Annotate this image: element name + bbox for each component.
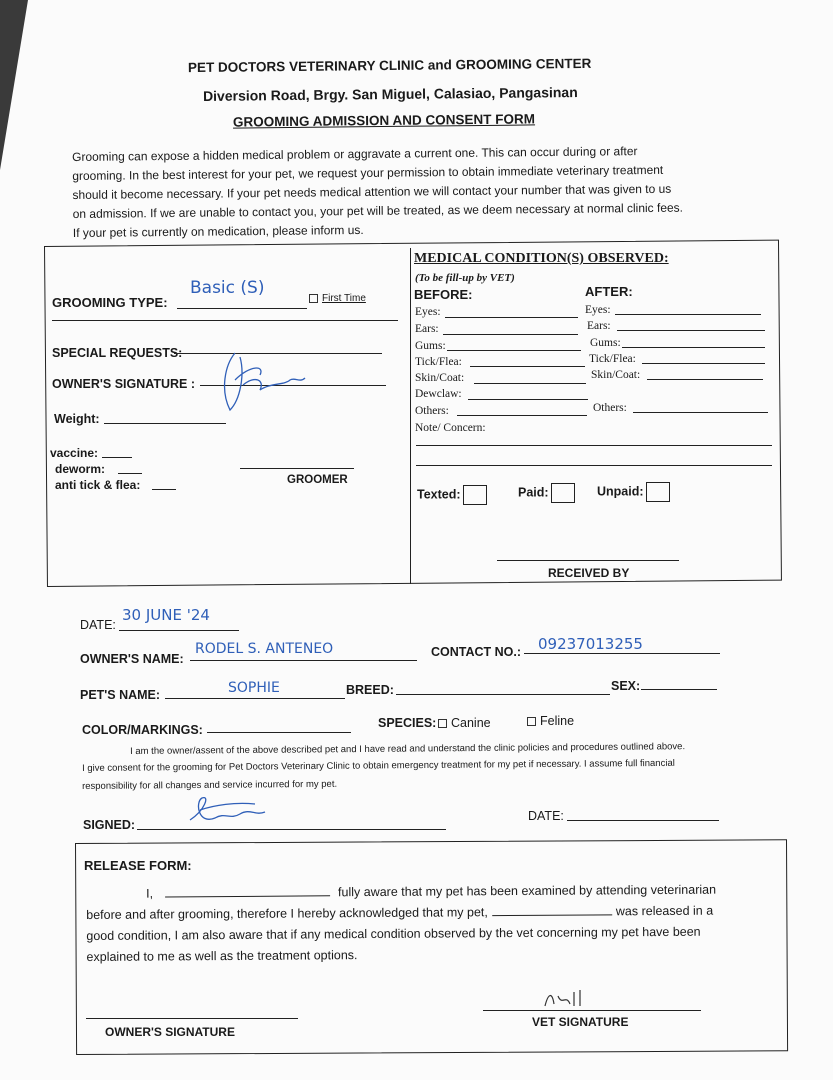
sex-label: SEX:: [611, 679, 641, 693]
first-time-option[interactable]: First Time: [309, 293, 366, 304]
pet-name-line[interactable]: [165, 698, 345, 699]
grooming-type-label: GROOMING TYPE:: [52, 295, 168, 310]
texted-checkbox[interactable]: [463, 485, 487, 505]
after-skin-line[interactable]: [647, 379, 763, 380]
before-skin: Skin/Coat:: [415, 372, 465, 384]
unpaid-option[interactable]: Unpaid:: [597, 482, 670, 502]
vet-signature-scribble: [540, 986, 600, 1012]
consent-line-2: I give consent for the grooming for Pet Doctors Veterinary Clinic to obtain emergency treatment for my pet if necessary. I assume full financial: [82, 757, 675, 774]
consent-line-3: responsibility for all changes and service incurred for my pet.: [82, 778, 338, 792]
groomer-label: GROOMER: [287, 474, 348, 486]
after-gums-line[interactable]: [622, 347, 765, 348]
first-time-checkbox[interactable]: [309, 294, 318, 303]
grooming-box: [44, 240, 782, 587]
signed-date-label: DATE:: [528, 809, 564, 823]
canine-checkbox[interactable]: [438, 719, 447, 728]
signed-date-line[interactable]: [567, 820, 719, 821]
before-tick: Tick/Flea:: [415, 356, 462, 368]
before-ears: Ears:: [415, 323, 439, 335]
release-owner-signature-label: OWNER'S SIGNATURE: [105, 1025, 235, 1039]
groomer-line[interactable]: [240, 468, 354, 469]
before-gums-line[interactable]: [447, 350, 581, 351]
color-markings-label: COLOR/MARKINGS:: [82, 723, 203, 737]
grooming-type-value[interactable]: Basic (S): [190, 278, 265, 298]
deworm-line[interactable]: [118, 473, 142, 474]
concern-line-2[interactable]: [416, 465, 772, 466]
form-title: GROOMING ADMISSION AND CONSENT FORM: [232, 111, 536, 130]
received-by-label: RECEIVED BY: [548, 566, 630, 580]
color-markings-line[interactable]: [207, 732, 351, 733]
vaccine-label: vaccine:: [50, 446, 99, 460]
release-owner-signature-line[interactable]: [86, 1018, 298, 1019]
sex-line[interactable]: [641, 689, 717, 690]
after-others: Others:: [593, 402, 627, 414]
before-tick-line[interactable]: [470, 366, 585, 367]
torn-corner: [0, 0, 28, 170]
before-dewclaw-line[interactable]: [468, 399, 588, 400]
medical-heading: MEDICAL CONDITION(S) OBSERVED:: [414, 251, 669, 266]
owner-name-label: OWNER'S NAME:: [80, 652, 184, 666]
species-canine-option[interactable]: Canine: [438, 716, 491, 730]
before-gums: Gums:: [415, 340, 446, 352]
owner-signature-scribble: [205, 345, 325, 420]
date-line[interactable]: [119, 630, 239, 631]
before-dewclaw: Dewclaw:: [415, 388, 462, 400]
weight-label: Weight:: [54, 412, 100, 426]
grooming-type-line: [177, 308, 307, 309]
paid-option[interactable]: Paid:: [518, 483, 575, 503]
contact-value[interactable]: 09237013255: [538, 635, 643, 653]
deworm-label: deworm:: [55, 462, 106, 476]
species-label: SPECIES:: [378, 716, 437, 730]
after-ears: Ears:: [587, 320, 611, 332]
before-eyes: Eyes:: [415, 306, 441, 318]
before-ears-line[interactable]: [443, 334, 578, 335]
concern-line-1[interactable]: [416, 445, 772, 446]
before-skin-line[interactable]: [474, 383, 586, 384]
contact-label: CONTACT NO.:: [431, 645, 522, 659]
pet-name-label: PET'S NAME:: [80, 688, 161, 702]
release-paragraph: I, fully aware that my pet has been examined by attending veterinarian before and after grooming, therefore I hereby acknowledged that my pet, was released in a good condition, I am also aware that if any medical condition observed by the vet concerning my pet have been explained to me as well as the treatment options.: [86, 882, 717, 964]
after-skin: Skin/Coat:: [591, 369, 641, 381]
owner-name-line[interactable]: [190, 660, 417, 661]
unpaid-checkbox[interactable]: [646, 482, 670, 502]
date-label: DATE:: [80, 618, 116, 632]
pet-name-value[interactable]: SOPHIE: [228, 680, 280, 696]
vet-signature-label: VET SIGNATURE: [532, 1015, 629, 1029]
contact-line[interactable]: [524, 653, 720, 654]
breed-line[interactable]: [396, 694, 610, 695]
medical-subheading: (To be fill-up by VET): [415, 272, 515, 284]
signed-signature-scribble: [180, 790, 290, 835]
special-requests-label: SPECIAL REQUESTS:: [52, 346, 183, 360]
anti-tick-line[interactable]: [152, 489, 176, 490]
after-heading: AFTER:: [585, 284, 633, 299]
before-heading: BEFORE:: [414, 287, 473, 302]
texted-option[interactable]: Texted:: [417, 485, 487, 505]
before-others: Others:: [415, 405, 449, 417]
signed-label: SIGNED:: [83, 818, 136, 832]
before-eyes-line[interactable]: [445, 317, 578, 318]
date-value[interactable]: 30 JUNE '24: [122, 606, 210, 624]
after-others-line[interactable]: [633, 412, 768, 413]
consent-line-1: I am the owner/assent of the above described pet and I have read and understand the clinic policies and procedures outlined above.: [130, 741, 686, 757]
grooming-extra-line: [52, 320, 398, 321]
anti-tick-label: anti tick & flea:: [55, 478, 141, 492]
owner-name-value[interactable]: RODEL S. ANTENEO: [195, 641, 334, 657]
vaccine-line[interactable]: [102, 457, 132, 458]
received-by-line[interactable]: [497, 560, 679, 561]
species-feline-option[interactable]: Feline: [527, 714, 574, 728]
paid-checkbox[interactable]: [551, 483, 575, 503]
after-eyes-line[interactable]: [615, 314, 761, 315]
after-eyes: Eyes:: [585, 304, 611, 316]
after-gums: Gums:: [590, 337, 621, 349]
after-tick: Tick/Flea:: [589, 353, 636, 365]
after-tick-line[interactable]: [642, 363, 765, 364]
feline-checkbox[interactable]: [527, 717, 536, 726]
release-form-title: RELEASE FORM:: [84, 858, 192, 873]
intro-paragraph: Grooming can expose a hidden medical problem or aggravate a current one. This can occur during or after grooming. In the best interest for your pet, we request your permission to obtain immediate veterinary treatment should it become necessary. If your pet needs medical attention we will contact your number that was given to us on admission. If we are unable to contact you, your pet will be treated, as we deem necessary at normal clinic fees. If your pet is currently on medication, please inform us.: [72, 144, 684, 240]
after-ears-line[interactable]: [617, 330, 765, 331]
breed-label: BREED:: [346, 683, 394, 697]
note-concern: Note/ Concern:: [415, 422, 486, 434]
clinic-address: Diversion Road, Brgy. San Miguel, Calasiao, Pangasinan: [202, 84, 578, 104]
clinic-name: PET DOCTORS VETERINARY CLINIC and GROOMING CENTER: [187, 55, 592, 76]
weight-line[interactable]: [104, 423, 226, 424]
box-divider: [410, 248, 411, 584]
before-others-line[interactable]: [457, 415, 587, 416]
owner-signature-label: OWNER'S SIGNATURE :: [52, 377, 196, 391]
